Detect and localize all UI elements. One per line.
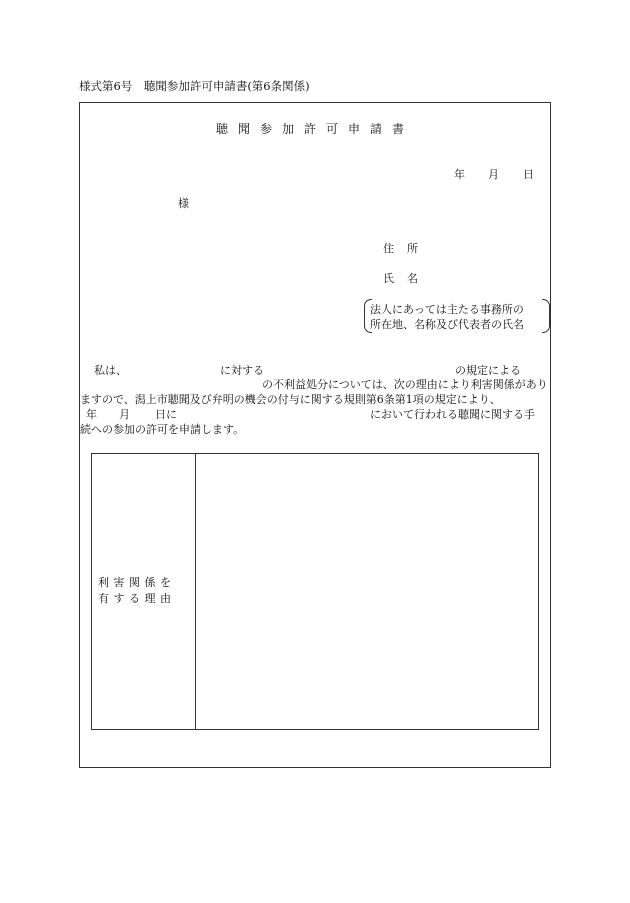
corporate-note-line-2: 所在地、名称及び代表者の氏名 [370,318,524,331]
name-label-1: 氏 [383,272,394,285]
document-title: 聴聞参加許可申請書 [216,122,415,136]
reason-table-divider [195,453,196,730]
body-line-3: ますので、潟上市聴聞及び弁明の機会の付与に関する規則第6条第1項の規定により、 [80,393,501,406]
body-line-2: の不利益処分については、次の理由により利害関係があり [262,378,548,391]
address-label-2: 所 [407,242,418,255]
body-line-1-part-2: に対する [220,364,264,377]
form-number-label: 様式第6号 聴聞参加許可申請書(第6条関係) [79,79,310,93]
reason-label-line-1: 利害関係を [98,576,176,589]
address-label-1: 住 [383,242,394,255]
date-year-label: 年 [454,168,465,181]
body-line-1-part-3: の規定による [455,364,521,377]
corporate-note-line-1: 法人にあっては主たる事務所の [370,303,524,316]
reason-entry-area[interactable] [197,455,537,728]
date-day-label: 日 [523,168,534,181]
body-line-4-day: 日に [155,408,177,421]
addressee-suffix: 様 [178,197,189,210]
body-line-1-part-1: 私は、 [94,364,127,377]
body-line-4-month: 月 [119,408,130,421]
name-label-2: 名 [407,272,418,285]
bracket-right [542,299,550,333]
reason-label-line-2: 有する理由 [98,592,176,605]
date-month-label: 月 [488,168,499,181]
body-line-4-year: 年 [86,408,97,421]
body-line-4-part-4: において行われる聴聞に関する手 [370,408,535,421]
body-line-5: 続への参加の許可を申請します。 [80,423,245,436]
